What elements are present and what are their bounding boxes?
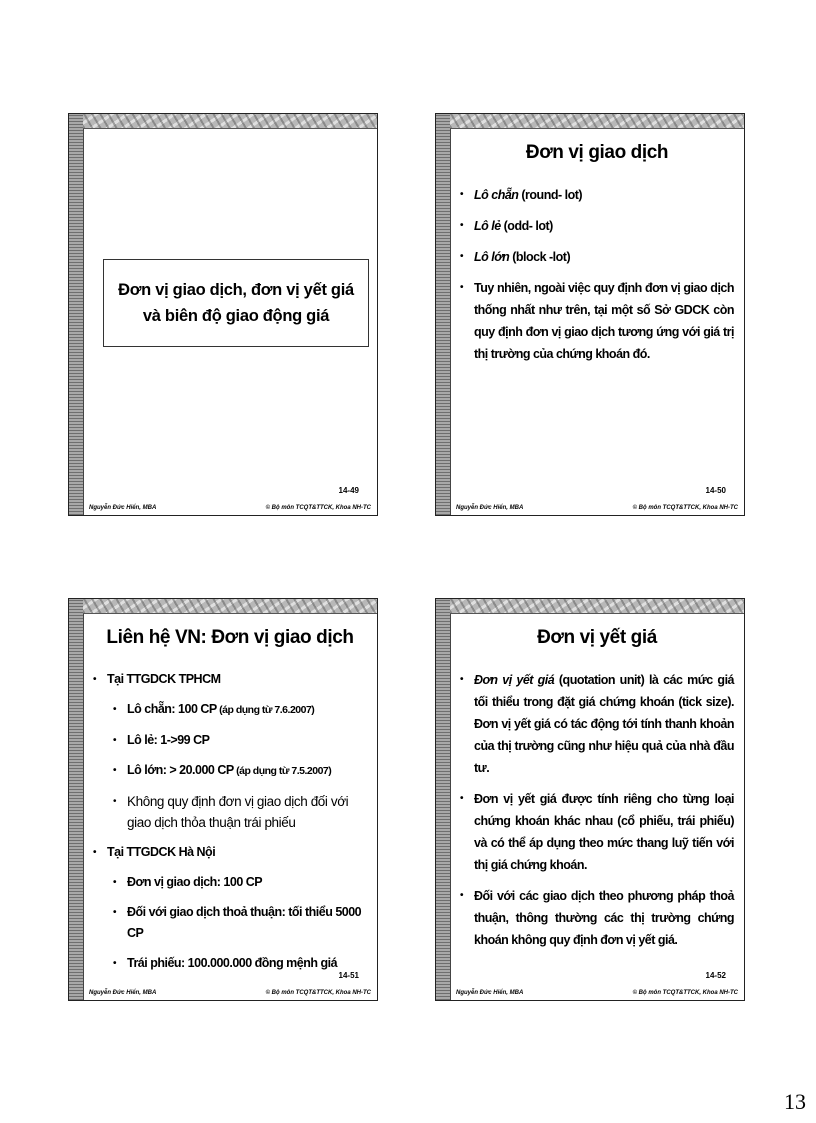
slide-left-strip [69,114,84,515]
item-emphasis: Đơn vị yết giá [474,673,555,687]
item-emphasis: Lô lẻ [474,219,501,233]
list-item [460,788,734,876]
bullet-icon: • [460,890,464,901]
slide-content [460,669,734,960]
item-emphasis: Lô chẵn [474,188,519,202]
slide-top-strip [83,599,377,614]
item-text: Lô chẵn: 100 CP [127,702,217,716]
sub-list-item [93,791,367,833]
slide-number: 14-49 [338,486,359,495]
bullet-icon: • [113,796,117,807]
sub-list-item [93,760,367,782]
item-text: Tại TTGDCK Hà Nội [107,845,216,859]
slide-left-strip [436,114,451,515]
bullet-icon: • [113,958,117,969]
slide-top-strip [450,114,744,129]
slide-14-51 [68,598,378,1001]
slide-number: 14-50 [705,486,726,495]
slide-title: Liên hệ VN: Đơn vị giao dịch [106,627,354,648]
list-item [460,246,734,268]
bullet-icon: • [113,907,117,918]
footer-dept: © Bộ môn TCQT&TTCK, Khoa NH-TC [632,990,738,996]
bullet-icon: • [93,847,97,858]
item-text: Đối với giao dịch thoả thuận: tối thiểu 5000 CP [127,905,362,940]
bullet-icon: • [460,282,464,293]
slide-content [93,669,367,983]
sub-list-item [93,699,367,721]
footer-author: Nguyễn Đức Hiển, MBA [456,990,524,996]
bullet-icon: • [93,674,97,685]
item-text: Trái phiếu: 100.000.000 đồng mệnh giá [127,956,338,970]
slide-14-50 [435,113,745,516]
footer-author: Nguyễn Đức Hiển, MBA [456,505,524,511]
item-text: Không quy định đơn vị giao dịch đối với giao dịch thỏa thuận trái phiếu [127,794,349,830]
slide-14-52 [435,598,745,1001]
item-text: Đơn vị yết giá được tính riêng cho từng loại chứng khoán khác nhau (cổ phiếu, trái phiếu) và có thể áp dụng theo mức thang luỹ tiến với thị giá chứng khoán. [474,792,734,872]
bullet-icon: • [460,220,464,231]
bullet-icon: • [113,735,117,746]
slide-title: Đơn vị yết giá [537,627,657,648]
slide-left-strip [436,599,451,1000]
item-text: Tại TTGDCK TPHCM [107,672,221,686]
sub-list-item [93,953,367,974]
item-text: (odd- lot) [500,219,553,233]
bullet-icon: • [113,877,117,888]
item-text: Đối với các giao dịch theo phương pháp thoả thuận, thông thường các thị trường chứng khoán không quy định đơn vị yết giá. [474,889,734,947]
item-note: (áp dụng từ 7.6.2007) [216,704,315,716]
slide-left-strip [69,599,84,1000]
list-item [460,277,734,365]
footer-dept: © Bộ môn TCQT&TTCK, Khoa NH-TC [265,505,371,511]
title-box [103,259,369,347]
item-text: Lô lớn: > 20.000 CP [127,763,234,777]
item-text: Tuy nhiên, ngoài việc quy định đơn vị giao dịch thống nhất như trên, tại một số Sở GDCK còn quy định đơn vị giao dịch tương ứng với giá trị thị trường của chứng khoán đó. [474,281,734,361]
item-text: (quotation unit) là các mức giá tối thiểu trong đặt giá chứng khoán (tick size). Đơn vị yết giá có tác động tới tính thanh khoản của thị trường cũng như hiệu quả của nhà đầu tư. [474,673,734,775]
slide-14-49 [68,113,378,516]
slide-top-strip [83,114,377,129]
bullet-icon: • [113,704,117,715]
title-line-2: và biên độ giao động giá [142,307,330,325]
footer-dept: © Bộ môn TCQT&TTCK, Khoa NH-TC [632,505,738,511]
bullet-icon: • [460,251,464,262]
slide-content [460,184,734,374]
bullet-icon: • [460,189,464,200]
sub-list-item [93,902,367,944]
sub-list-item [93,730,367,751]
list-item [93,669,367,690]
list-item [460,885,734,951]
list-item [93,842,367,863]
footer-author: Nguyễn Đức Hiển, MBA [89,990,157,996]
list-item [460,184,734,206]
slide-top-strip [450,599,744,614]
slide-number: 14-52 [705,971,726,980]
footer-dept: © Bộ môn TCQT&TTCK, Khoa NH-TC [265,990,371,996]
list-item [460,669,734,779]
bullet-icon: • [460,674,464,685]
footer-author: Nguyễn Đức Hiển, MBA [89,505,157,511]
list-item [460,215,734,237]
title-line-1: Đơn vị giao dịch, đơn vị yết giá [118,281,354,299]
item-text: Lô lẻ: 1->99 CP [127,733,210,747]
item-text: (block -lot) [509,250,571,264]
item-emphasis: Lô lớn [474,250,510,264]
item-note: (áp dụng từ 7.5.2007) [233,765,332,777]
bullet-icon: • [113,765,117,776]
slide-number: 14-51 [338,971,359,980]
item-text: Đơn vị giao dịch: 100 CP [127,875,263,889]
item-text: (round- lot) [518,188,583,202]
page-number: 13 [784,1089,806,1114]
sub-list-item [93,872,367,893]
slide-title: Đơn vị giao dịch [525,142,669,163]
bullet-icon: • [460,793,464,804]
